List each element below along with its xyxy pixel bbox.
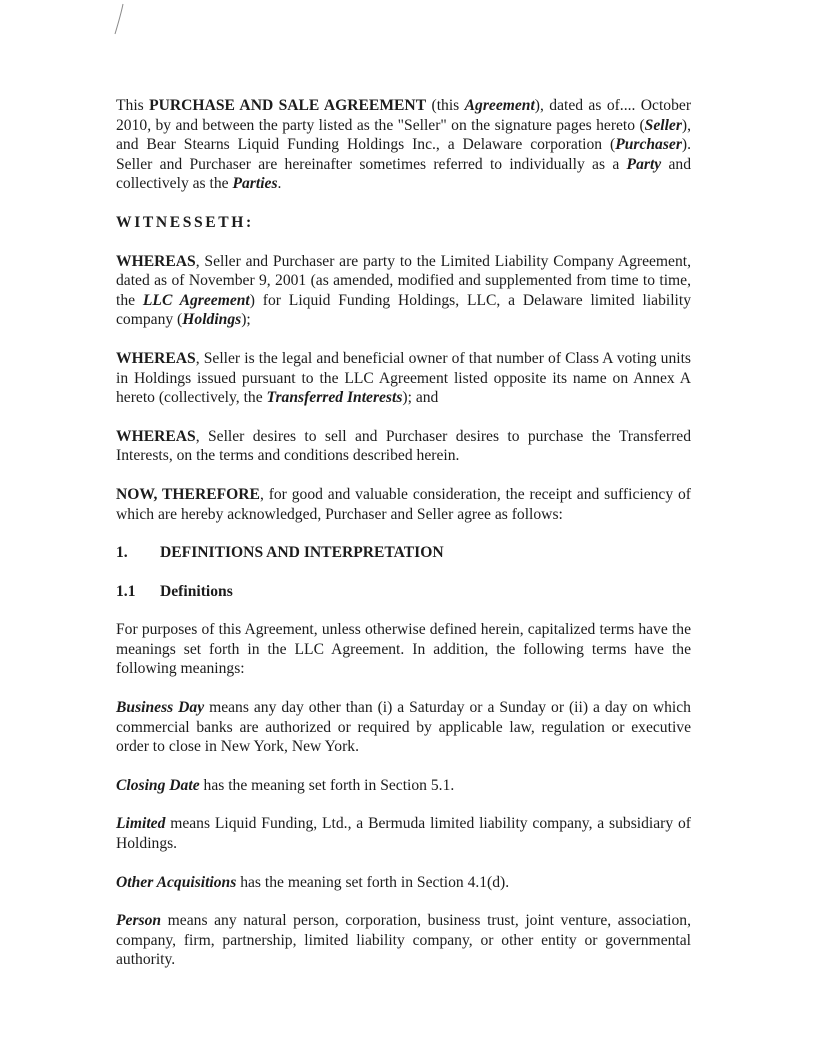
defined-term-party: Party [626, 155, 662, 173]
defined-term-holdings: Holdings [182, 311, 242, 329]
section-1-1-heading: 1.1 Definitions [116, 582, 233, 600]
definition-limited: Limited means Liquid Funding, Ltd., a Bermuda limited liability company, a subsidiary of Holdings. [116, 815, 691, 853]
defined-term-parties: Parties [232, 175, 278, 193]
preamble-paragraph: This PURCHASE AND SALE AGREEMENT (this Agreement), dated as of.... October 2010, by and between the party listed as the "Seller" on the signature pages hereto (Seller), and Bear Stearns Liquid Funding Holdings Inc., a Delaware corporation (Purchaser). Seller and Purchaser are hereinafter sometimes referred to individually as a Party and collectively as the Parties. [116, 97, 692, 193]
defined-term-purchaser: Purchaser [615, 136, 682, 154]
definition-other-acquisitions: Other Acquisitions has the meaning set forth in Section 4.1(d). [116, 873, 510, 891]
scan-mark [112, 2, 126, 36]
now-therefore-paragraph: NOW, THEREFORE, for good and valuable consideration, the receipt and sufficiency of which are hereby acknowledged, Purchaser and Seller agree as follows: [116, 485, 691, 523]
document-body [116, 96, 691, 970]
agreement-title: PURCHASE AND SALE AGREEMENT [149, 97, 427, 114]
definition-closing-date: Closing Date has the meaning set forth in Section 5.1. [116, 776, 455, 794]
defined-term-seller: Seller [644, 116, 682, 134]
witnesseth-heading: WITNESSETH: [116, 213, 254, 231]
recital-llc-agreement: WHEREAS, Seller and Purchaser are party to the Limited Liability Company Agreement, dated as of November 9, 2001 (as amended, modified and supplemented from time to time, the LLC Agreement) for Liquid Funding Holdings, LLC, a Delaware limited liability company (Holdings); [116, 252, 691, 329]
definitions-intro: For purposes of this Agreement, unless otherwise defined herein, capitalized terms have the meanings set forth in the LLC Agreement. In addition, the following terms have the following meanings: [116, 621, 691, 678]
definition-person: Person means any natural person, corporation, business trust, joint venture, association, company, firm, partnership, limited liability company, or other entity or governmental authority. [116, 912, 691, 969]
defined-term-transferred-interests: Transferred Interests [266, 389, 403, 407]
section-1-heading: 1. DEFINITIONS AND INTERPRETATION [116, 544, 444, 562]
defined-term-llc-agreement: LLC Agreement [142, 291, 250, 309]
recital-sale-intent: WHEREAS, Seller desires to sell and Purchaser desires to purchase the Transferred Interests, on the terms and conditions described herein. [116, 427, 691, 465]
recital-ownership: WHEREAS, Seller is the legal and beneficial owner of that number of Class A voting units in Holdings issued pursuant to the LLC Agreement listed opposite its name on Annex A hereto (collectively, the Transferred Interests); and [116, 349, 691, 407]
defined-term-agreement: Agreement [464, 97, 535, 114]
definition-business-day: Business Day means any day other than (i) a Saturday or a Sunday or (ii) a day on which commercial banks are authorized or required by applicable law, regulation or executive order to close in New York, New York. [116, 699, 691, 756]
